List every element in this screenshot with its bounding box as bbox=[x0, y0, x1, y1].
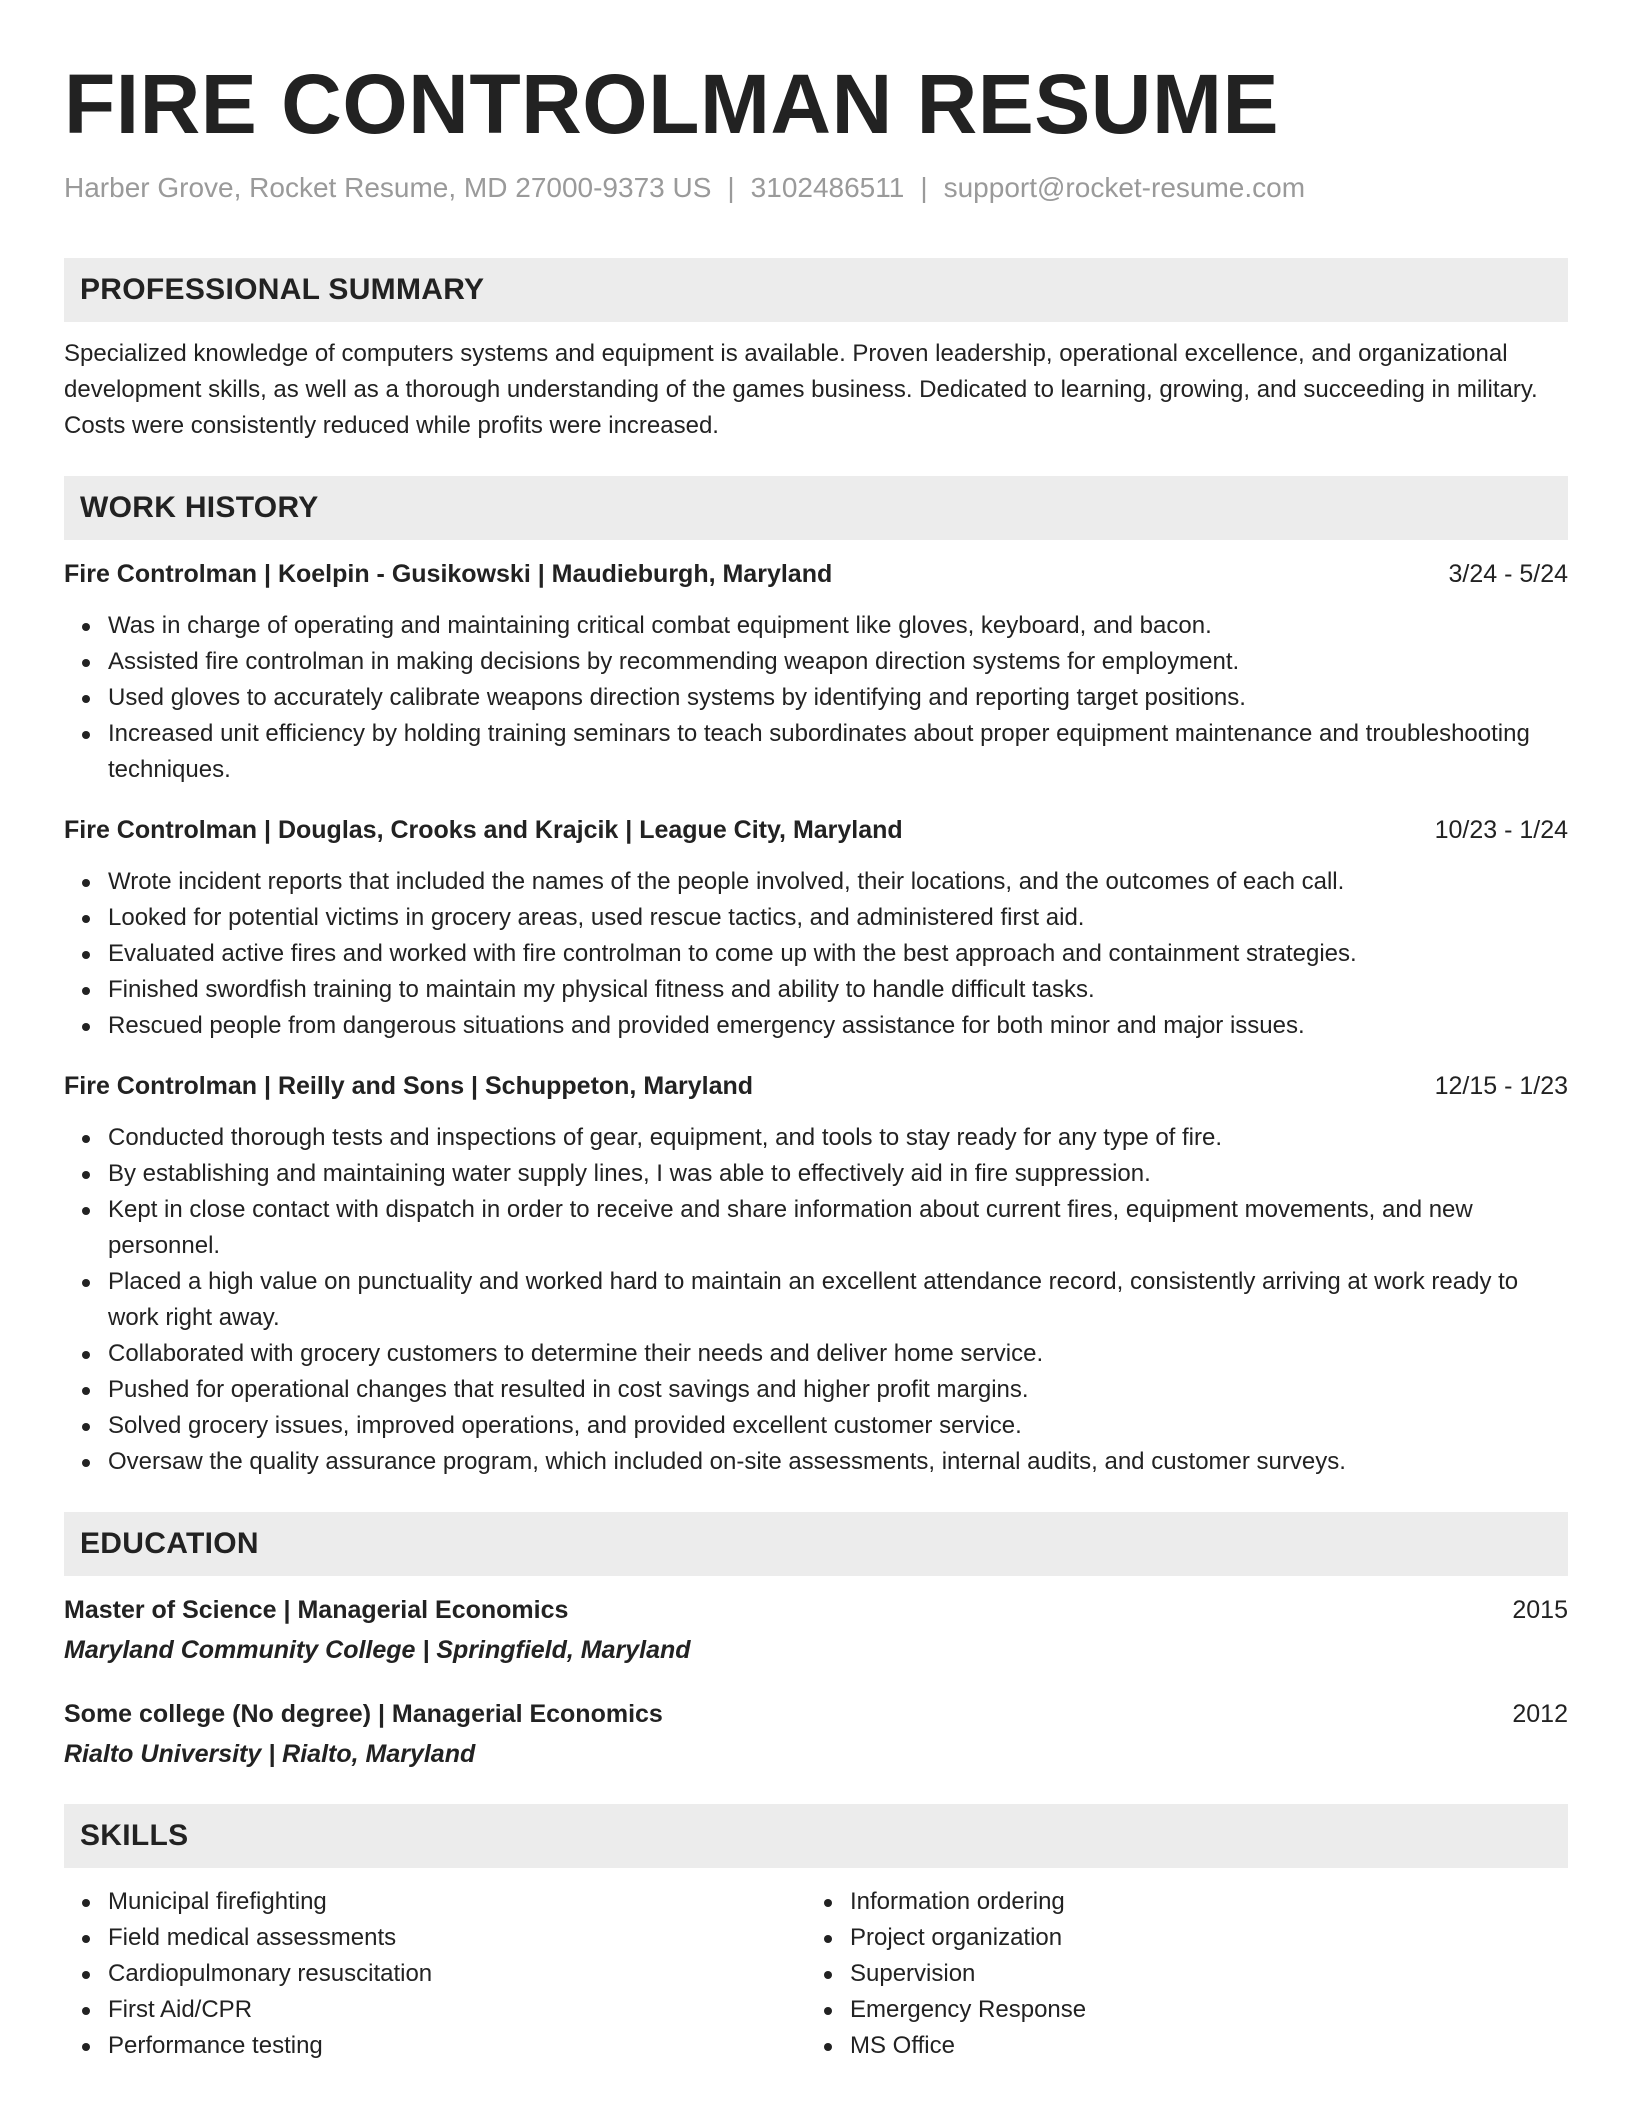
skill-item: Field medical assessments bbox=[108, 1920, 806, 1956]
section-heading-education: EDUCATION bbox=[64, 1512, 1568, 1576]
job-dates: 12/15 - 1/23 bbox=[1434, 1072, 1568, 1100]
job-duty: Increased unit efficiency by holding training seminars to teach subordinates about proper equipment maintenance and troubleshooting techniques. bbox=[108, 716, 1568, 788]
skills-column-right bbox=[806, 1884, 1548, 2064]
section-heading-work-history: WORK HISTORY bbox=[64, 476, 1568, 540]
job-duty: By establishing and maintaining water supply lines, I was able to effectively aid in fire suppression. bbox=[108, 1156, 1568, 1192]
summary-text: Specialized knowledge of computers systems and equipment is available. Proven leadership, operational excellence, and organizational development skills, as well as a thorough understanding of the games business. Dedicated to learning, growing, and succeeding in military. Costs were consistently reduced while profits were increased. bbox=[64, 340, 1538, 439]
job-duty: Evaluated active fires and worked with fire controlman to come up with the best approach and containment strategies. bbox=[108, 936, 1568, 972]
skill-item: Project organization bbox=[850, 1920, 1548, 1956]
education-year: 2012 bbox=[1512, 1700, 1568, 1728]
job-header bbox=[64, 1068, 1568, 1104]
education-header bbox=[64, 1592, 1568, 1628]
job-entry bbox=[64, 812, 1568, 1044]
job-duty: Conducted thorough tests and inspections of gear, equipment, and tools to stay ready for any type of fire. bbox=[108, 1120, 1568, 1156]
job-duty: Assisted fire controlman in making decisions by recommending weapon direction systems for employment. bbox=[108, 644, 1568, 680]
job-duty: Was in charge of operating and maintaining critical combat equipment like gloves, keyboard, and bacon. bbox=[108, 608, 1568, 644]
job-duty: Pushed for operational changes that resulted in cost savings and higher profit margins. bbox=[108, 1372, 1568, 1408]
job-duty: Wrote incident reports that included the names of the people involved, their locations, and the outcomes of each call. bbox=[108, 864, 1568, 900]
skills-list bbox=[64, 1884, 1568, 2064]
job-duty: Solved grocery issues, improved operations, and provided excellent customer service. bbox=[108, 1408, 1568, 1444]
contact-separator: | bbox=[727, 172, 735, 203]
job-duty: Finished swordfish training to maintain my physical fitness and ability to handle difficult tasks. bbox=[108, 972, 1568, 1008]
job-duty: Rescued people from dangerous situations and provided emergency assistance for both minor and major issues. bbox=[108, 1008, 1568, 1044]
education-degree: Master of Science | Managerial Economics bbox=[64, 1596, 569, 1624]
job-duty: Used gloves to accurately calibrate weapons direction systems by identifying and reporting target positions. bbox=[108, 680, 1568, 716]
education-school: Maryland Community College | Springfield, Maryland bbox=[64, 1636, 691, 1664]
education-school: Rialto University | Rialto, Maryland bbox=[64, 1740, 476, 1768]
education-degree: Some college (No degree) | Managerial Economics bbox=[64, 1700, 663, 1728]
job-duty: Placed a high value on punctuality and worked hard to maintain an excellent attendance record, consistently arriving at work ready to work right away. bbox=[108, 1264, 1568, 1336]
job-title: Fire Controlman | Koelpin - Gusikowski | Maudieburgh, Maryland bbox=[64, 560, 833, 588]
job-duty: Collaborated with grocery customers to determine their needs and deliver home service. bbox=[108, 1336, 1568, 1372]
job-header bbox=[64, 812, 1568, 848]
contact-address: Harber Grove, Rocket Resume, MD 27000-9373 US bbox=[64, 172, 712, 203]
job-duty: Looked for potential victims in grocery areas, used rescue tactics, and administered first aid. bbox=[108, 900, 1568, 936]
section-heading-skills: SKILLS bbox=[64, 1804, 1568, 1868]
skill-item: First Aid/CPR bbox=[108, 1992, 806, 2028]
job-duties bbox=[64, 864, 1568, 1044]
skill-item: Supervision bbox=[850, 1956, 1548, 1992]
education-entry bbox=[64, 1592, 1568, 1668]
skills-column-left bbox=[64, 1884, 806, 2064]
education-entry bbox=[64, 1696, 1568, 1772]
job-entry bbox=[64, 1068, 1568, 1480]
resume-title: FIRE CONTROLMAN RESUME bbox=[64, 57, 1279, 151]
education-year: 2015 bbox=[1512, 1596, 1568, 1624]
job-duties bbox=[64, 608, 1568, 788]
job-entry bbox=[64, 556, 1568, 788]
job-title: Fire Controlman | Reilly and Sons | Schuppeton, Maryland bbox=[64, 1072, 754, 1100]
job-duties bbox=[64, 1120, 1568, 1480]
contact-line bbox=[64, 170, 1568, 206]
contact-separator: | bbox=[920, 172, 928, 203]
section-heading-summary: PROFESSIONAL SUMMARY bbox=[64, 258, 1568, 322]
skill-item: Municipal firefighting bbox=[108, 1884, 806, 1920]
job-title: Fire Controlman | Douglas, Crooks and Krajcik | League City, Maryland bbox=[64, 816, 903, 844]
job-duty: Kept in close contact with dispatch in order to receive and share information about current fires, equipment movements, and new personnel. bbox=[108, 1192, 1568, 1264]
job-dates: 10/23 - 1/24 bbox=[1434, 816, 1568, 844]
skill-item: Information ordering bbox=[850, 1884, 1548, 1920]
skill-item: MS Office bbox=[850, 2028, 1548, 2064]
job-header bbox=[64, 556, 1568, 592]
job-duty: Oversaw the quality assurance program, which included on-site assessments, internal audits, and customer surveys. bbox=[108, 1444, 1568, 1480]
skill-item: Cardiopulmonary resuscitation bbox=[108, 1956, 806, 1992]
contact-phone: 3102486511 bbox=[750, 172, 905, 203]
contact-email: support@rocket-resume.com bbox=[943, 172, 1306, 203]
skill-item: Performance testing bbox=[108, 2028, 806, 2064]
education-header bbox=[64, 1696, 1568, 1732]
job-dates: 3/24 - 5/24 bbox=[1448, 560, 1568, 588]
skill-item: Emergency Response bbox=[850, 1992, 1548, 2028]
